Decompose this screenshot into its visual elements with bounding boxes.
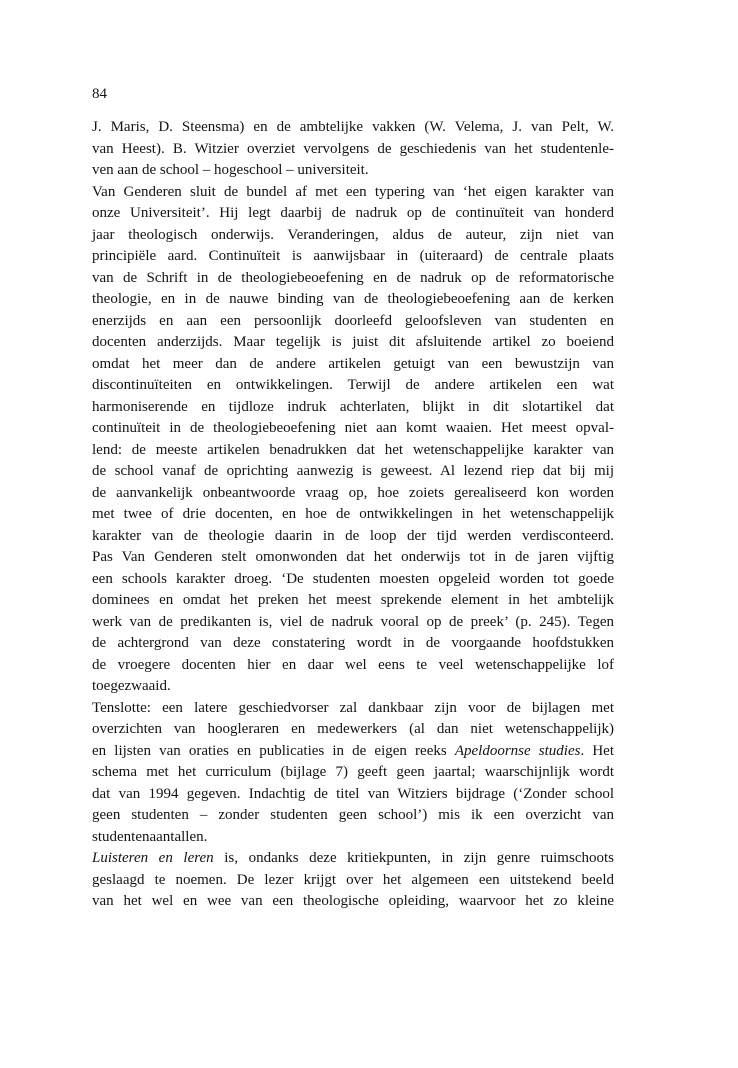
- text-line: Tenslotte: een latere geschiedvorser zal dankbaar zijn voor de bijlagen met: [92, 699, 614, 716]
- italic-title: Apeldoornse studies: [454, 742, 581, 759]
- text-line: karakter van de theologie daarin in de loop der tijd werden verdisconteerd.: [92, 527, 614, 544]
- paragraph-4: [92, 848, 614, 913]
- page-number: 84: [92, 86, 107, 102]
- text-line: Pas Van Genderen stelt omonwonden dat het onderwijs tot in de jaren vijftig: [92, 549, 614, 565]
- text-line: docenten anderzijds. Maar tegelijk is juist dit afsluitende artikel zo boeiend: [92, 334, 614, 350]
- text-line: overzichten van hoogleraren en medewerkers (al dan niet wetenschappelijk): [92, 721, 614, 737]
- text-line: onze Universiteit’. Hij legt daarbij de nadruk op de continuïteit van honderd: [92, 205, 614, 221]
- text-line: continuïteit in de theologiebeoefening niet aan komt waaien. Het meest opval-: [92, 420, 614, 436]
- text-line: principiële aard. Continuïteit is aanwijsbaar in (uiteraard) de centrale plaats: [92, 248, 614, 264]
- text-line: lend: de meeste artikelen benadrukken dat het wetenschappelijke karakter van: [92, 441, 614, 458]
- italic-title: Luisteren en leren: [92, 850, 214, 866]
- text-line: van het wel en wee van een theologische opleiding, waarvoor het zo kleine: [92, 893, 614, 909]
- text-line: geen studenten – zonder studenten geen school’) mis ik een overzicht van: [92, 807, 614, 823]
- text-line: schema met het curriculum (bijlage 7) geeft geen jaartal; waarschijnlijk wordt: [92, 764, 614, 780]
- text-line: enerzijds en aan een persoonlijk doorleefd geloofsleven van studenten en: [92, 312, 614, 329]
- text-line: Van Genderen sluit de bundel af met een typering van ‘het eigen karakter van: [92, 183, 614, 200]
- text-line: de vroegere docenten hier en daar wel eens te veel wetenschappelijke lof: [92, 656, 614, 673]
- text-line: Luisteren en leren is, ondanks deze kritiekpunten, in zijn genre ruimschoots: [92, 850, 614, 866]
- text-line: de aanvankelijk onbeantwoorde vraag op, hoe zoiets gerealiseerd kon worden: [92, 484, 614, 501]
- text-line: van Heest). B. Witzier overziet vervolgens de geschiedenis van het studentenle-: [92, 140, 614, 157]
- text-line: dat van 1994 gegeven. Indachtig de titel van Witziers bijdrage (‘Zonder school: [92, 785, 614, 802]
- text-line: de achtergrond van deze constatering wordt in de voorgaande hoofdstukken: [92, 635, 614, 651]
- text-line: van de Schrift in de theologiebeoefening en de nadruk op de reformatorische: [92, 269, 614, 286]
- text-line: de school vanaf de oprichting aanwezig is geweest. Al lezend riep dat bij mij: [92, 463, 614, 479]
- text-line: jaar theologisch onderwijs. Veranderingen, aldus de auteur, zijn niet van: [92, 226, 614, 243]
- text-line: geslaagd te noemen. De lezer krijgt over het algemeen een uitstekend beeld: [92, 871, 614, 888]
- paragraph-2: [92, 182, 614, 698]
- text-line: discontinuïteiten en ontwikkelingen. Terwijl de andere artikelen een wat: [92, 377, 614, 393]
- text-line: werk van de predikanten is, viel de nadruk vooral op de preek’ (p. 245). Tegen: [92, 613, 614, 630]
- text-line: ven aan de school – hogeschool – universiteit.: [92, 162, 369, 178]
- text-line: studentenaantallen.: [92, 828, 208, 845]
- body-text: [92, 117, 614, 913]
- text-line: theologie, en in de nauwe binding van de theologiebeoefening aan de kerken: [92, 291, 614, 307]
- paragraph-3: [92, 698, 614, 849]
- text-line: toegezwaaid.: [92, 678, 171, 694]
- text-line: dominees en omdat het preken het meest sprekende element in het ambtelijk: [92, 592, 614, 608]
- text-line: met twee of drie docenten, en hoe de ontwikkelingen in het wetenschappelijk: [92, 506, 614, 522]
- paragraph-1: [92, 117, 614, 182]
- text-line: J. Maris, D. Steensma) en de ambtelijke vakken (W. Velema, J. van Pelt, W.: [92, 119, 614, 135]
- text-line: harmoniserende en tijdloze indruk achterlaten, blijkt in dit slotartikel dat: [92, 398, 614, 415]
- text-line: en lijsten van oraties en publicaties in de eigen reeks Apeldoornse studies. Het: [92, 742, 614, 759]
- text-line: een schools karakter droeg. ‘De studenten moesten opgeleid worden tot goede: [92, 570, 614, 587]
- text-line: omdat het meer dan de andere artikelen getuigt van een bewustzijn van: [92, 355, 614, 372]
